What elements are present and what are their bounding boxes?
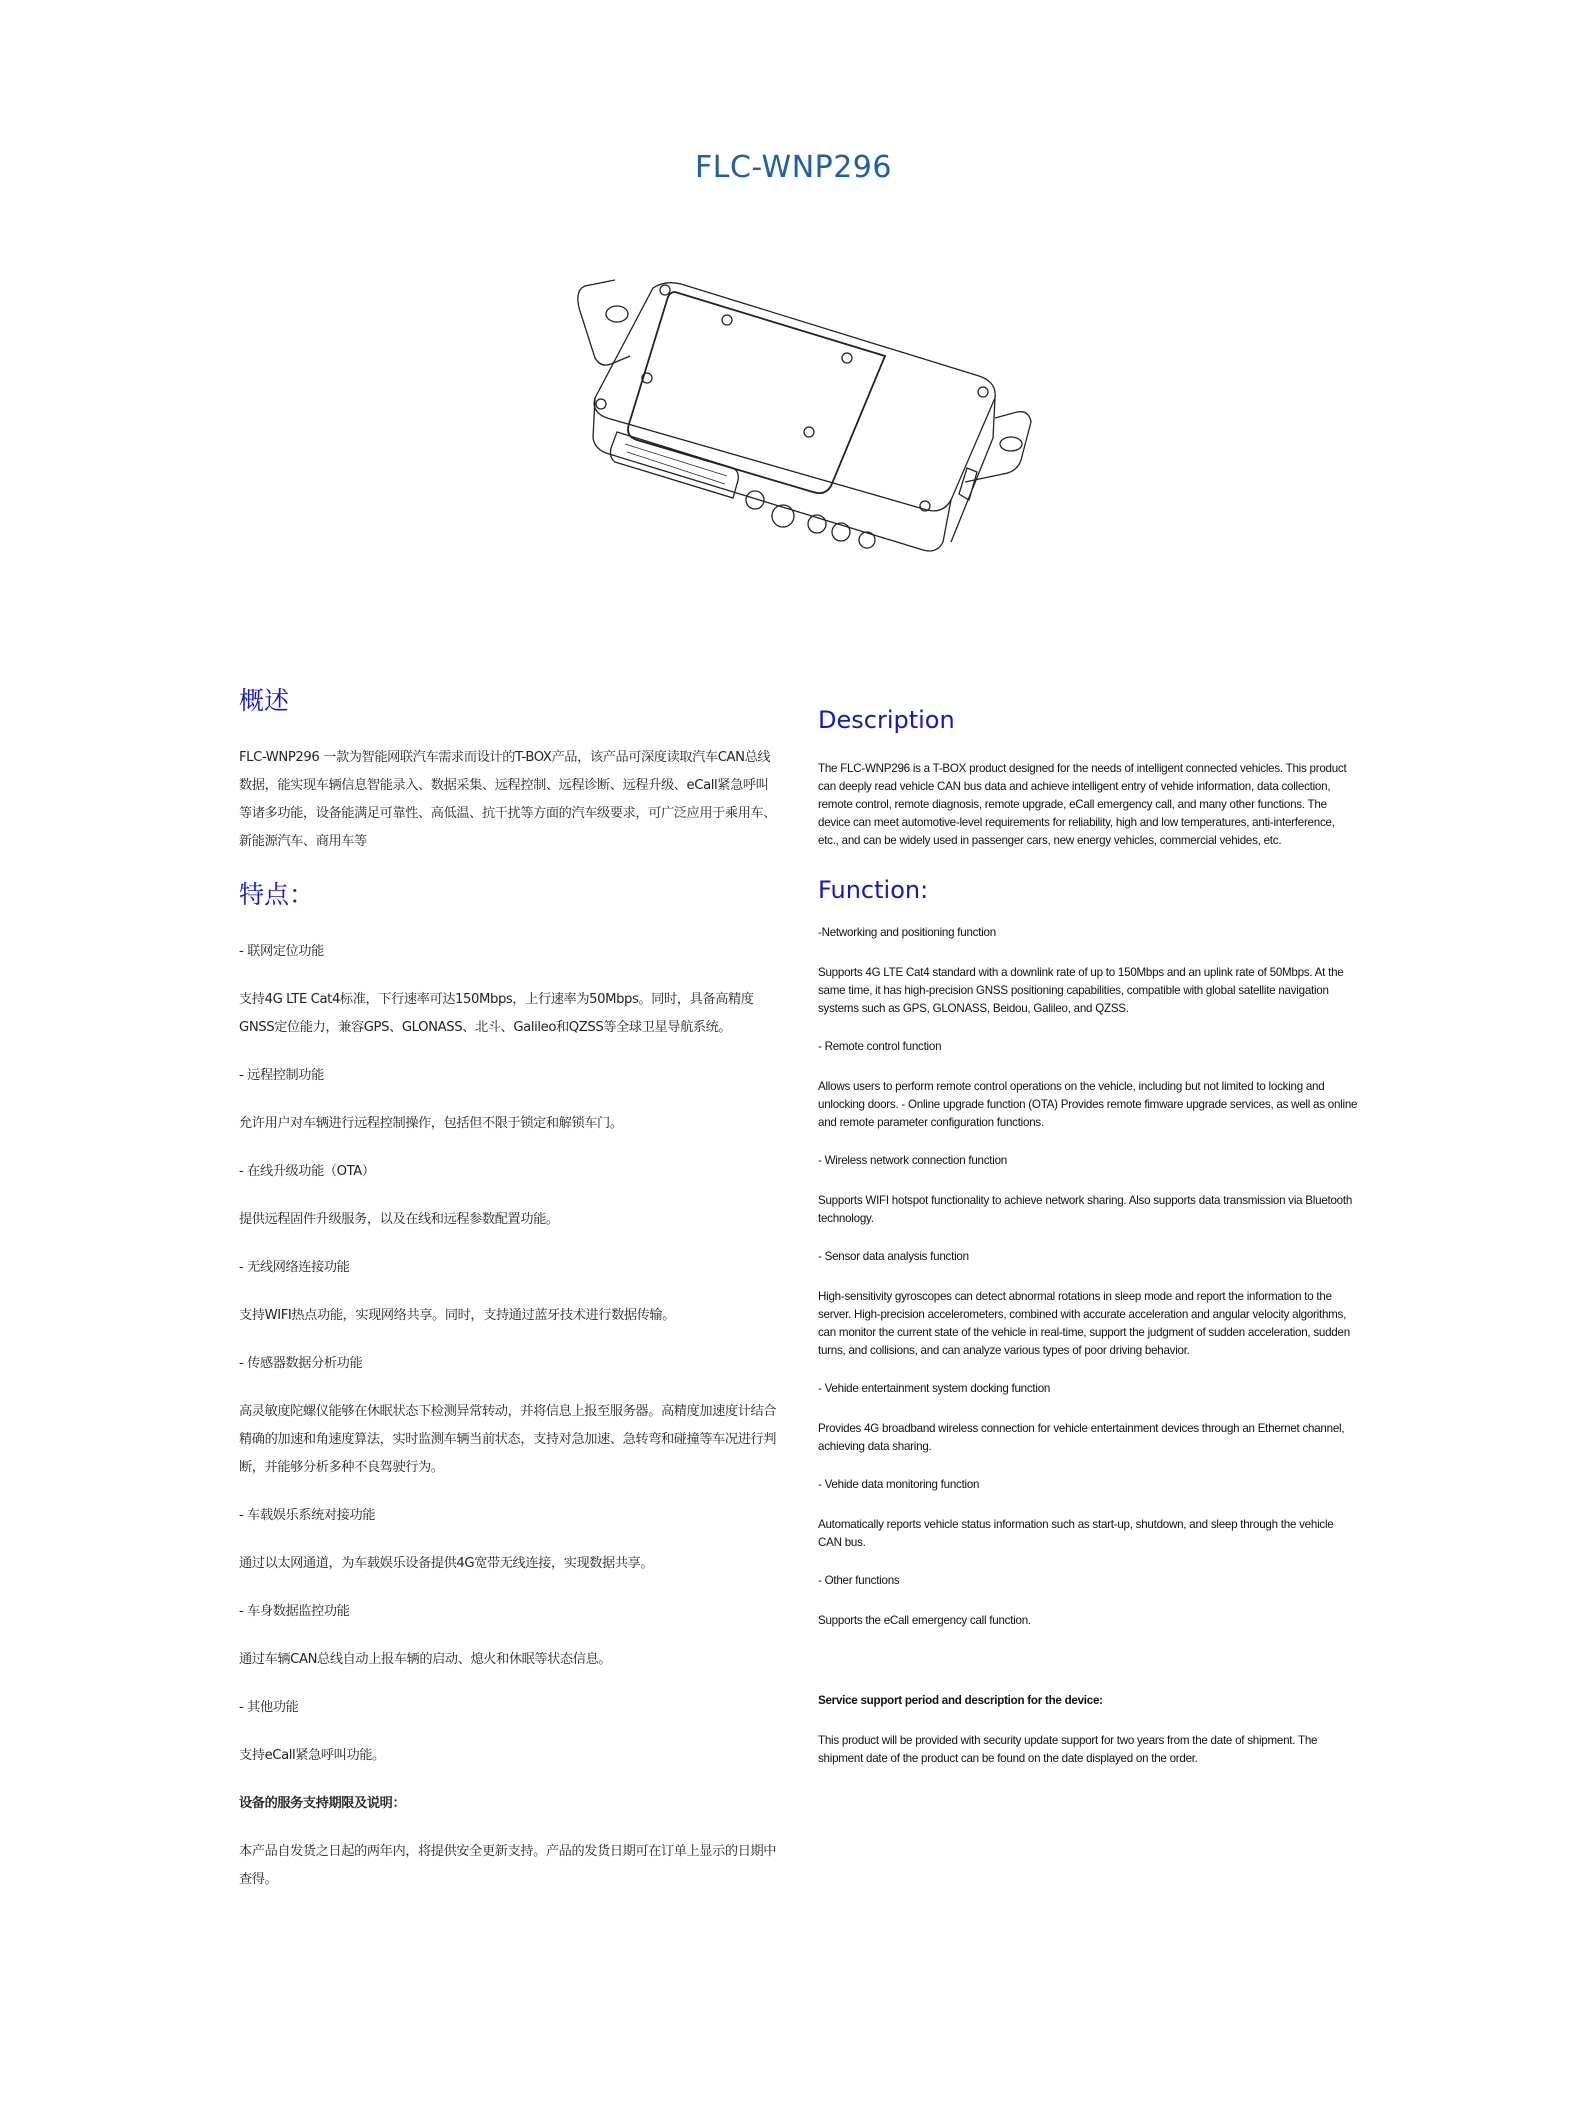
function-text: Supports the eCall emergency call function.	[818, 1614, 1031, 1627]
feature-title-cn: - 联网定位功能	[239, 944, 324, 959]
screw	[978, 387, 988, 397]
function-text: High-sensitivity gyroscopes can detect abnormal rotations in sleep mode and report the information to the server. High-precision accelerometers, combined with accurate acceleration and angular velocity algorithms, can monitor the current state of the vehicle in real-time, support the judgment of sudden acceleration, sudden turns, and collisions, and can analyze various types of poor driving behavior.	[818, 1290, 1350, 1357]
antenna-port	[772, 505, 794, 527]
feature-text-cn: 提供远程固件升级服务，以及在线和远程参数配置功能。	[239, 1212, 559, 1227]
right-mount-hole	[1000, 437, 1022, 451]
feature-text-cn: 允许用户对车辆进行远程控制操作，包括但不限于锁定和解锁车门。	[239, 1116, 623, 1131]
description-text: The FLC-WNP296 is a T-BOX product designed for the needs of intelligent connected vehicles. This product can deeply read vehicle CAN bus data and achieve intelligent entry of vehide information, data collection, remote control, remote diagnosis, remote upgrade, eCall emergency call, and many other functions. The device can meet automotive-level requirements for reliability, high and low temperatures, anti-interference, etc., and can be widely used in passenger cars, new energy vehicles, commercial vehides, etc.	[818, 762, 1347, 847]
function-title: - Remote control function	[818, 1040, 942, 1053]
chinese-column	[239, 682, 779, 1894]
document-title: FLC-WNP296	[695, 150, 892, 185]
function-title: - Sensor data analysis function	[818, 1250, 969, 1263]
function-title: - Vehide data monitoring function	[818, 1478, 980, 1491]
service-text-cn: 本产品自发货之日起的两年内，将提供安全更新支持。产品的发货日期可在订单上显示的日期中查得。	[239, 1844, 777, 1887]
service-text: This product will be provided with security update support for two years from the date of shipment. The shipment date of the product can be found on the date displayed on the order.	[818, 1734, 1318, 1765]
description-heading: Description	[818, 706, 955, 734]
feature-title-cn: - 车载娱乐系统对接功能	[239, 1508, 376, 1523]
feature-title-cn: - 车身数据监控功能	[239, 1604, 350, 1619]
feature-title-cn: - 无线网络连接功能	[239, 1260, 350, 1275]
left-mount-hole	[606, 306, 628, 322]
feature-title-cn: - 传感器数据分析功能	[239, 1356, 363, 1371]
body-front-side	[593, 398, 951, 551]
function-heading: Function:	[818, 876, 929, 904]
feature-text-cn: 通过以太网通道，为车载娱乐设备提供4G宽带无线连接，实现数据共享。	[239, 1556, 654, 1571]
feature-text-cn: 支持eCall紧急呼叫功能。	[239, 1748, 385, 1763]
function-title: - Vehide entertainment system docking function	[818, 1382, 1051, 1395]
function-text: Supports 4G LTE Cat4 standard with a downlink rate of up to 150Mbps and an uplink rate of 50Mbps. At the same time, it has high-precision GNSS positioning capabilities, compatible with global satellite navigation systems such as GPS, GLONASS, Beidou, Galileo, and QZSS.	[818, 966, 1344, 1015]
feature-title-cn: - 其他功能	[239, 1700, 299, 1715]
screw	[804, 427, 814, 437]
feature-title-cn: - 在线升级功能（OTA）	[239, 1164, 375, 1179]
function-text: Supports WIFI hotspot functionality to achieve network sharing. Also supports data transmission via Bluetooth technology.	[818, 1194, 1353, 1225]
feature-text-cn: 高灵敏度陀螺仪能够在休眠状态下检测异常转动，并将信息上报至服务器。高精度加速度计结合精确的加速和角速度算法，实时监测车辆当前状态，支持对急加速、急转弯和碰撞等车况进行判断，并能够分析多种不良驾驶行为。	[239, 1404, 777, 1475]
features-heading-cn: 特点：	[239, 880, 315, 909]
english-column	[818, 702, 1358, 1768]
screw	[722, 315, 732, 325]
feature-title-cn: - 远程控制功能	[239, 1068, 324, 1083]
antenna-port	[859, 532, 875, 548]
lid-plate	[628, 292, 885, 493]
screw	[842, 353, 852, 363]
feature-text-cn: 支持4G LTE Cat4标准，下行速率可达150Mbps，上行速率为50Mbps。同时，具备高精度GNSS定位能力，兼容GPS、GLONASS、北斗、Galileo和QZSS等全球卫星导航系统。	[239, 992, 754, 1035]
screw	[660, 285, 670, 295]
feature-text-cn: 通过车辆CAN总线自动上报车辆的启动、熄火和休眠等状态信息。	[239, 1652, 612, 1667]
product-drawing	[555, 268, 1065, 558]
function-text: Allows users to perform remote control operations on the vehicle, including but not limited to locking and unlocking doors. - Online upgrade function (OTA) Provides remote fimware upgrade services, as well as online and remote parameter configuration functions.	[818, 1080, 1358, 1129]
function-text: Automatically reports vehicle status information such as start-up, shutdown, and sleep through the vehicle CAN bus.	[818, 1518, 1334, 1549]
service-heading-cn: 设备的服务支持期限及说明：	[239, 1796, 406, 1811]
function-title: - Wireless network connection function	[818, 1154, 1007, 1167]
function-title: - Other functions	[818, 1574, 900, 1587]
screw	[596, 399, 606, 409]
body-top-face	[594, 283, 995, 511]
antenna-port	[832, 523, 850, 541]
function-text: Provides 4G broadband wireless connection for vehicle entertainment devices through an Ethernet channel, achieving data sharing.	[818, 1422, 1345, 1453]
function-title: -Networking and positioning function	[818, 926, 996, 939]
left-mounting-tab	[578, 280, 630, 365]
overview-heading-cn: 概述	[239, 686, 290, 715]
overview-text-cn: FLC-WNP296 一款为智能网联汽车需求而设计的T-BOX产品，该产品可深度读取汽车CAN总线数据，能实现车辆信息智能录入、数据采集、远程控制、远程诊断、远程升级、eCall紧急呼叫等诸多功能，设备能满足可靠性、高低温、抗干扰等方面的汽车级要求，可广泛应用于乘用车、新能源汽车、商用车等	[239, 750, 777, 849]
feature-text-cn: 支持WIFI热点功能，实现网络共享。同时，支持通过蓝牙技术进行数据传输。	[239, 1308, 676, 1323]
service-heading: Service support period and description for the device:	[818, 1694, 1103, 1707]
